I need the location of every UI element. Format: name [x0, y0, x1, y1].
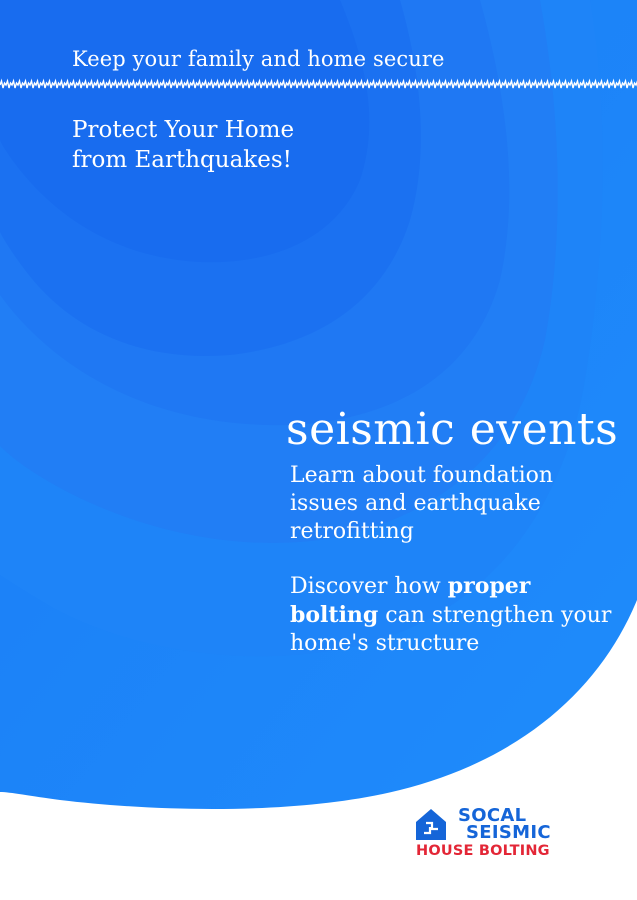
seismograph-divider [0, 78, 637, 92]
house-logo-icon [414, 807, 448, 841]
headline [72, 115, 294, 175]
paragraph-bolting [290, 572, 620, 658]
tagline: Keep your family and home secure [72, 47, 445, 71]
paragraph-bolting-prefix: Discover how [290, 574, 448, 599]
logo-text-socal: SOCAL [458, 805, 527, 826]
company-logo [414, 805, 584, 861]
paragraph-bolting-emphasis: proper bolting [290, 573, 531, 628]
headline-line-1: Protect Your Home [72, 117, 295, 143]
headline-line-2: from Earthquakes! [72, 147, 292, 173]
paragraph-foundation: Learn about foundation issues and earthquake retrofitting [290, 463, 554, 544]
logo-text-house-bolting: HOUSE BOLTING [416, 843, 550, 859]
section-title: seismic events [286, 404, 619, 455]
logo-text-seismic: SEISMIC [466, 822, 551, 843]
paragraph-bolting-suffix: can strengthen your home's structure [290, 603, 612, 656]
